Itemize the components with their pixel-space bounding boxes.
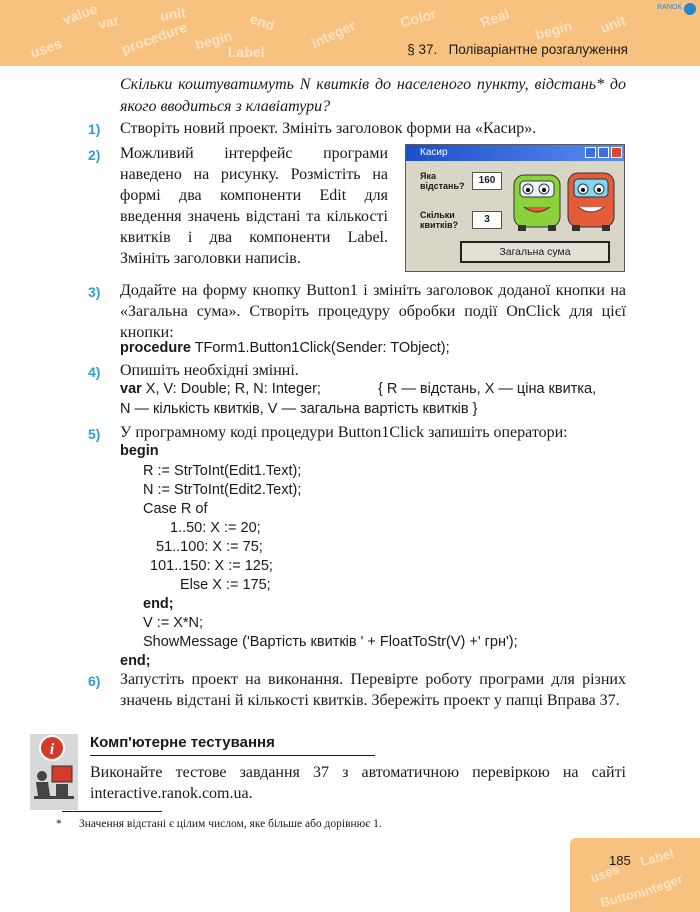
footnote-text: Значення відстані є цілим числом, яке більше або дорівнює 1. [79,818,382,830]
minimize-icon [585,147,596,158]
step-text: Опишіть необхідні змінні. [120,362,299,379]
code-end: end; [120,653,151,669]
svg-text:i: i [49,741,55,758]
divider [90,755,375,756]
code-line: ShowMessage ('Вартість квитків ' + FloatToStr(V) +' грн'); [143,634,518,650]
decor-text: Label [228,44,265,60]
edit-tickets: 3 [472,211,502,229]
decor-text: begin [193,27,234,53]
step-text: Створіть новий проект. Змініть заголовок форми на «Касир». [120,120,537,137]
total-sum-button: Загальна сума [460,241,610,263]
step-number: 1) [88,121,101,137]
green-bus-icon [514,175,560,231]
decor-text: Button [598,884,644,911]
step-text: У програмному коді процедури Button1Click запишіть оператори: [120,424,568,441]
edit-distance: 160 [472,172,502,190]
decor-text: Label [638,845,676,870]
computer-testing-icon [30,734,78,810]
code-end: end; [143,596,174,612]
code-keyword: procedure [120,340,191,356]
var-declaration-code [120,380,321,399]
code-comment: { R — відстань, X — ціна квитка, [378,381,597,397]
code-text: TForm1.Button1Click(Sender: TObject); [190,340,450,356]
decor-text: integer [638,871,685,900]
code-line: 101..150: X := 125; [150,558,273,574]
step-number: 3) [88,284,101,300]
code-line: V := X*N; [143,615,204,631]
task-question: Скільки коштуватимуть N квитків до населеного пункту, відстань* до якого вводиться з клавіатури? [120,76,626,115]
decor-text: Color [398,5,439,31]
code-begin: begin [120,443,159,459]
step-number: 5) [88,426,101,442]
code-line: 1..50: X := 20; [170,520,261,536]
step-text: Запустіть проект на виконання. Перевірте роботу програми для різних значень відстані й кількості квитків. Збережіть проект у папці Вправа 37. [120,671,626,709]
decor-text: uses [588,861,622,886]
step-number: 2) [88,147,101,163]
footnote-mark: * [56,818,62,830]
decor-text: Real [478,5,512,31]
page-number: 185 [609,853,631,868]
section-title: Поліваріантне розгалуження [448,42,628,57]
decor-text: unit [158,3,187,25]
decor-text: begin [533,17,574,43]
decor-text: var [96,11,121,33]
section-number: § 37. [407,42,438,57]
procedure-header-code [120,339,450,358]
footnote-divider [62,811,162,812]
page-corner-band [570,838,700,912]
decor-text: procedure [119,18,190,58]
decor-text: integer [308,16,358,52]
decor-text: uses [28,35,64,61]
info-text: Виконайте тестове завдання 37 з автоматичною перевіркою на сайті interactive.ranok.com.ua. [90,764,626,802]
window-title: Касир [420,147,448,158]
info-heading: Комп'ютерне тестування [90,734,275,751]
decor-text: value [60,0,100,28]
step-text: Можливий інтерфейс програми наведено на рисунку. Розмістіть на формі два компоненти Edit для введення значень відстані та кількості квитків і два компоненти Label. Змініть заголовки написів. [120,145,388,267]
publisher-logo-icon [684,3,696,15]
code-line: R := StrToInt(Edit1.Text); [143,463,302,479]
close-icon [611,147,622,158]
step-number: 4) [88,364,101,380]
code-line: Case R of [143,501,208,517]
buses-illustration [510,167,620,235]
code-keyword: var [120,381,142,397]
publisher-logo-text: RANOK [657,4,682,11]
window-title-bar [406,145,624,161]
footnote [56,818,382,830]
label-tickets: Скільки квитків? [420,210,459,230]
code-text: X, V: Double; R, N: Integer; [141,381,321,397]
step-text: Додайте на форму кнопку Button1 і змініть заголовок доданої кнопки на «Загальна сума». Створіть процедуру обробки події OnClick для цієї кнопки: [120,282,626,341]
code-line: Else X := 175; [180,577,271,593]
maximize-icon [598,147,609,158]
code-comment: N — кількість квитків, V — загальна вартість квитків } [120,401,478,417]
decor-text: unit [598,12,628,36]
section-header [407,42,628,57]
decor-text: end [248,10,277,34]
step-number: 6) [88,673,101,689]
code-line: 51..100: X := 75; [156,539,263,555]
form-kasyr-window [405,144,625,272]
code-line: N := StrToInt(Edit2.Text); [143,482,302,498]
red-bus-icon [568,173,614,231]
label-distance: Яка відстань? [420,171,465,191]
